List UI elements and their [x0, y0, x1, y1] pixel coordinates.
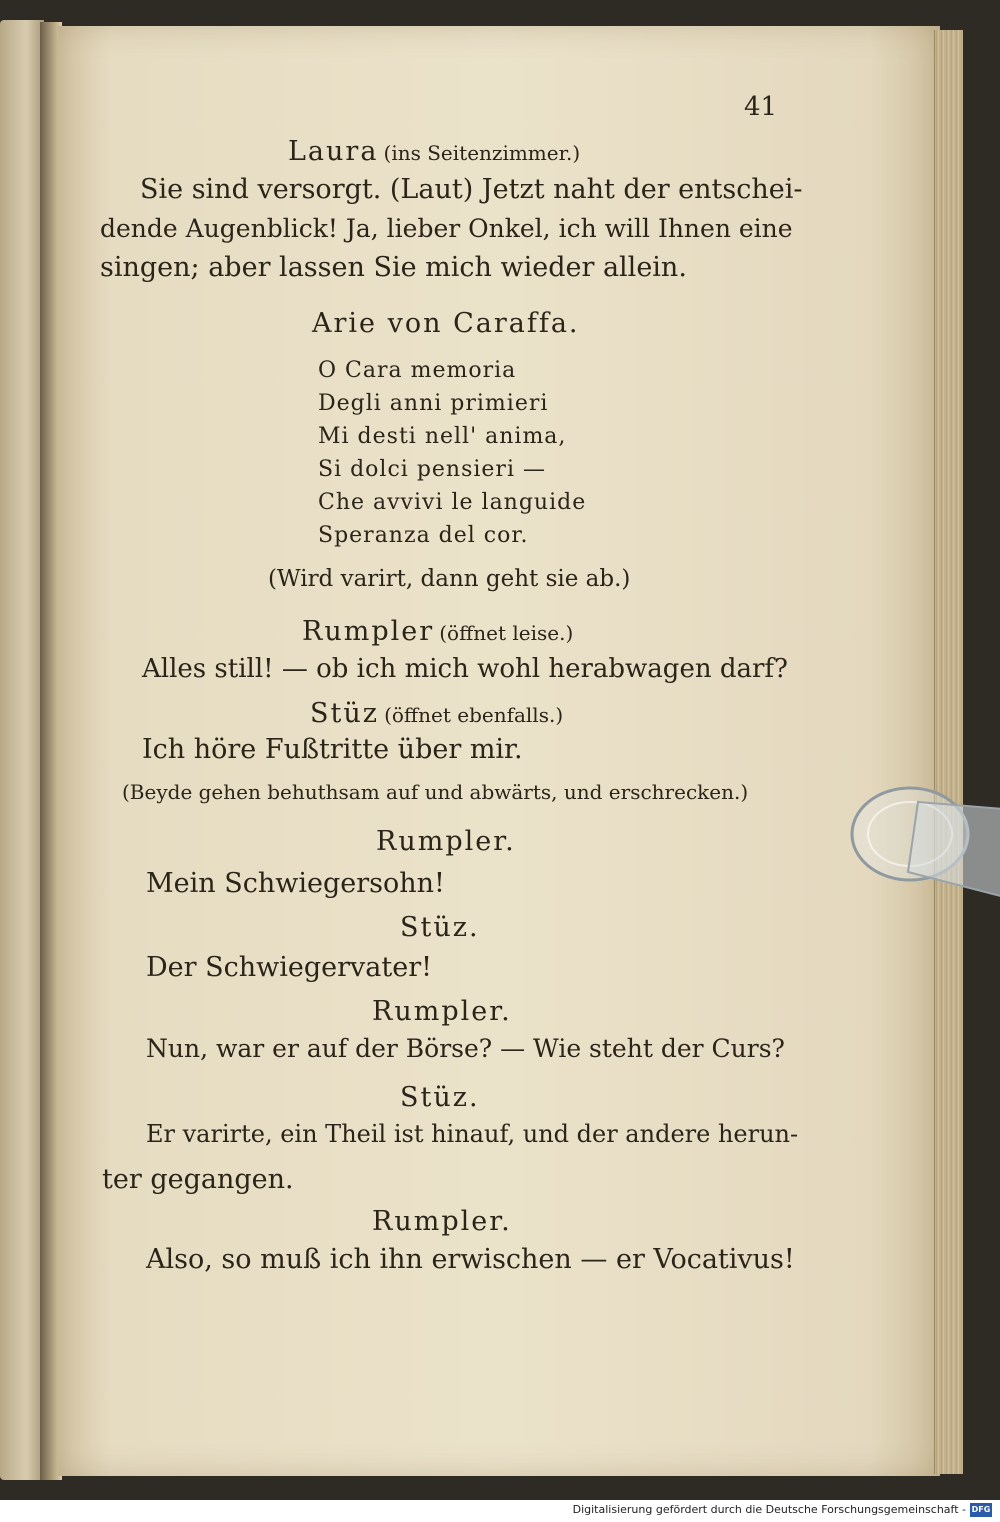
aria-line: Speranza del cor. — [318, 523, 529, 548]
left-page-edge — [0, 20, 44, 1480]
speaker-heading: Rumpler. — [372, 1206, 512, 1237]
stage-direction: (Wird varirt, dann geht sie ab.) — [268, 566, 631, 592]
dfg-logo: DFG — [970, 1503, 992, 1517]
dialogue-line: Mein Schwiegersohn! — [146, 868, 445, 899]
aria-line: Che avvivi le languide — [318, 490, 587, 515]
dialogue-line: singen; aber lassen Sie mich wieder allein. — [100, 252, 687, 283]
dialogue-line: Also, so muß ich ihn erwischen — er Vocativus! — [146, 1244, 795, 1275]
dialogue-line: ter gegangen. — [102, 1164, 294, 1195]
speaker-name: Rumpler — [302, 616, 435, 647]
aria-text — [318, 354, 586, 552]
aria-line: Degli anni primieri — [318, 391, 549, 416]
aria-line: O Cara memoria — [318, 358, 517, 383]
speaker-heading: Stüz. — [400, 912, 480, 943]
speaker-heading — [302, 616, 573, 647]
speaker-heading — [288, 136, 580, 167]
aria-line: Si dolci pensieri — — [318, 457, 546, 482]
speaker-heading: Stüz. — [400, 1082, 480, 1113]
aria-line: Mi desti nell' anima, — [318, 424, 567, 449]
footer-credit: Digitalisierung gefördert durch die Deutsche Forschungsgemeinschaft - — [572, 1503, 966, 1516]
dialogue-line: Sie sind versorgt. (Laut) Jetzt naht der entschei- — [140, 174, 803, 205]
dialogue-line: Der Schwiegervater! — [146, 952, 432, 983]
aria-title: Arie von Caraffa. — [312, 308, 580, 339]
dialogue-line: Alles still! — ob ich mich wohl herabwagen darf? — [142, 654, 788, 684]
stage-direction: (öffnet leise.) — [439, 621, 574, 645]
speaker-heading: Rumpler. — [376, 826, 516, 857]
dialogue-line: Er varirte, ein Theil ist hinauf, und der andere herun- — [146, 1120, 799, 1148]
dialogue-line: Ich höre Fußtritte über mir. — [142, 734, 523, 765]
speaker-heading — [310, 698, 563, 729]
speaker-name: Laura — [288, 136, 379, 167]
speaker-heading: Rumpler. — [372, 996, 512, 1027]
dialogue-line: dende Augenblick! Ja, lieber Onkel, ich will Ihnen eine — [100, 214, 793, 243]
page-number: 41 — [744, 92, 778, 122]
speaker-name: Stüz — [310, 698, 379, 729]
stage-direction: (Beyde gehen behuthsam auf und abwärts, und erschrecken.) — [122, 780, 749, 804]
stage-direction: (ins Seitenzimmer.) — [383, 141, 581, 165]
dialogue-line: Nun, war er auf der Börse? — Wie steht der Curs? — [146, 1034, 785, 1063]
page-block-edge — [934, 30, 963, 1474]
stage-direction: (öffnet ebenfalls.) — [384, 703, 564, 727]
page-clip-icon — [848, 782, 1000, 902]
